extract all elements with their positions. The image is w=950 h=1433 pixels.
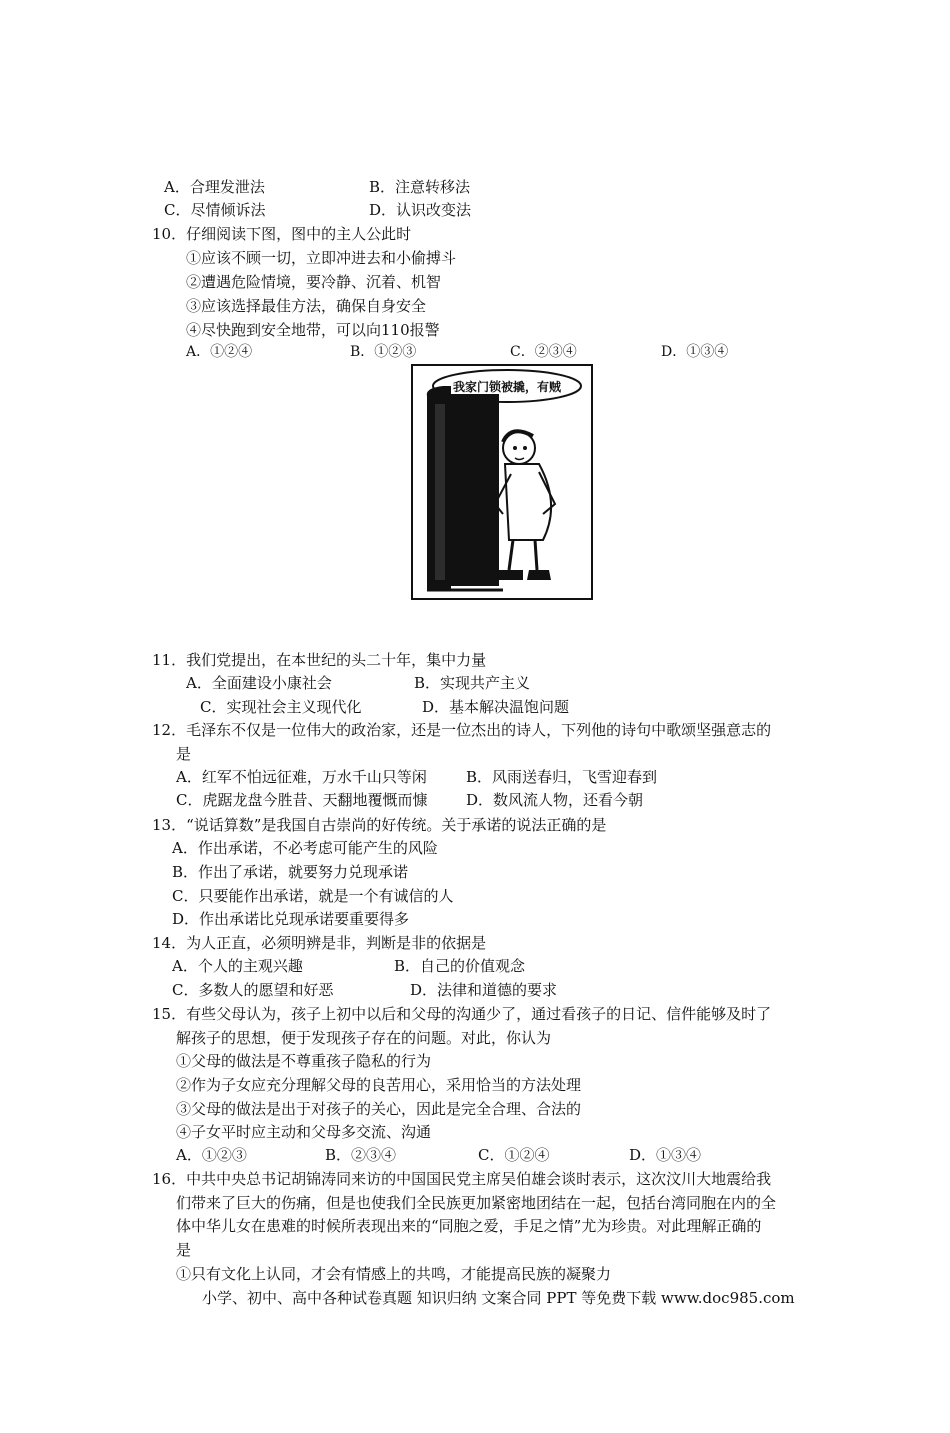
q12-option-c: C．虎踞龙盘今胜昔、天翻地覆慨而慷 (176, 791, 428, 809)
q13-option-d: D．作出承诺比兑现承诺要重要得多 (172, 910, 410, 928)
q16-stem-line2: 们带来了巨大的伤痛，但是也使我们全民族更加紧密地团结在一起，包括台湾同胞在内的全 (176, 1194, 777, 1212)
q11-stem: 11．我们党提出，在本世纪的头二十年，集中力量 (152, 651, 487, 669)
q15-option-c: C．①②④ (478, 1146, 550, 1164)
q14-option-c: C．多数人的愿望和好恶 (172, 981, 334, 999)
q13-option-b: B．作出了承诺，就要努力兑现承诺 (172, 863, 409, 881)
q14-stem: 14．为人正直，必须明辨是非，判断是非的依据是 (152, 934, 487, 952)
q12-stem-line1: 12．毛泽东不仅是一位伟大的政治家，还是一位杰出的诗人，下列他的诗句中歌颂坚强意志的 (152, 721, 772, 739)
q12-option-d: D．数风流人物，还看今朝 (466, 791, 644, 809)
q15-stem-line1: 15．有些父母认为，孩子上初中以后和父母的沟通少了，通过看孩子的日记、信件能够及时了 (152, 1005, 772, 1023)
q10-stem: 10．仔细阅读下图，图中的主人公此时 (152, 225, 412, 243)
q12-option-b: B．风雨送春归，飞雪迎春到 (466, 768, 658, 786)
q15-item-1: ①父母的做法是不尊重孩子隐私的行为 (176, 1052, 432, 1070)
q10-option-b: B．①②③ (350, 344, 417, 360)
q13-option-a: A．作出承诺，不必考虑可能产生的风险 (172, 839, 438, 857)
q15-option-a: A．①②③ (176, 1146, 247, 1164)
q15-item-3: ③父母的做法是出于对孩子的关心，因此是完全合理、合法的 (176, 1100, 582, 1118)
q10-option-d: D．①③④ (661, 344, 729, 360)
q11-option-c: C．实现社会主义现代化 (200, 698, 362, 716)
q12-stem-line2: 是 (176, 745, 192, 763)
q9-option-c: C．尽情倾诉法 (164, 201, 266, 219)
q10-cartoon-caption: 我家门锁被撬，有贼 (452, 380, 562, 394)
q9-option-b: B．注意转移法 (369, 178, 471, 196)
q13-stem: 13．“说话算数”是我国自古崇尚的好传统。关于承诺的说法正确的是 (152, 816, 607, 834)
q9-option-d: D．认识改变法 (369, 201, 472, 219)
q11-option-d: D．基本解决温饱问题 (422, 698, 570, 716)
page-footer: 小学、初中、高中各种试卷真题 知识归纳 文案合同 PPT 等免费下载 www.doc985.com (202, 1289, 795, 1307)
q10-option-a: A．①②④ (186, 344, 253, 360)
q16-stem-line1: 16．中共中央总书记胡锦涛同来访的中国国民党主席吴伯雄会谈时表示，这次汶川大地震给我 (152, 1170, 772, 1188)
q11-option-b: B．实现共产主义 (414, 674, 531, 692)
q16-stem-line4: 是 (176, 1241, 192, 1259)
q10-item-1: ①应该不顾一切，立即冲进去和小偷搏斗 (186, 249, 457, 267)
q10-item-3: ③应该选择最佳方法，确保自身安全 (186, 297, 427, 315)
q15-option-d: D．①③④ (629, 1146, 702, 1164)
q10-item-2: ②遭遇危险情境，要冷静、沉着、机智 (186, 273, 442, 291)
q15-item-2: ②作为子女应充分理解父母的良苦用心，采用恰当的方法处理 (176, 1076, 582, 1094)
q15-option-b: B．②③④ (325, 1146, 397, 1164)
q13-option-c: C．只要能作出承诺，就是一个有诚信的人 (172, 887, 454, 905)
q11-option-a: A．全面建设小康社会 (186, 674, 332, 692)
q9-option-a: A．合理发泄法 (164, 178, 265, 196)
q14-option-a: A．个人的主观兴趣 (172, 957, 303, 975)
q14-option-b: B．自己的价值观念 (394, 957, 526, 975)
q12-option-a: A．红军不怕远征难，万水千山只等闲 (176, 768, 427, 786)
q15-stem-line2: 解孩子的思想，便于发现孩子存在的问题。对此，你认为 (176, 1029, 552, 1047)
q10-item-4: ④尽快跑到安全地带，可以向110报警 (186, 321, 440, 339)
q16-item-1: ①只有文化上认同，才会有情感上的共鸣，才能提高民族的凝聚力 (176, 1265, 612, 1283)
q15-item-4: ④子女平时应主动和父母多交流、沟通 (176, 1123, 432, 1141)
q10-option-c: C．②③④ (510, 344, 577, 360)
q16-stem-line3: 体中华儿女在患难的时候所表现出来的“同胞之爱，手足之情”尤为珍贵。对此理解正确的 (176, 1217, 762, 1235)
q14-option-d: D．法律和道德的要求 (410, 981, 558, 999)
q10-cartoon (411, 364, 593, 600)
